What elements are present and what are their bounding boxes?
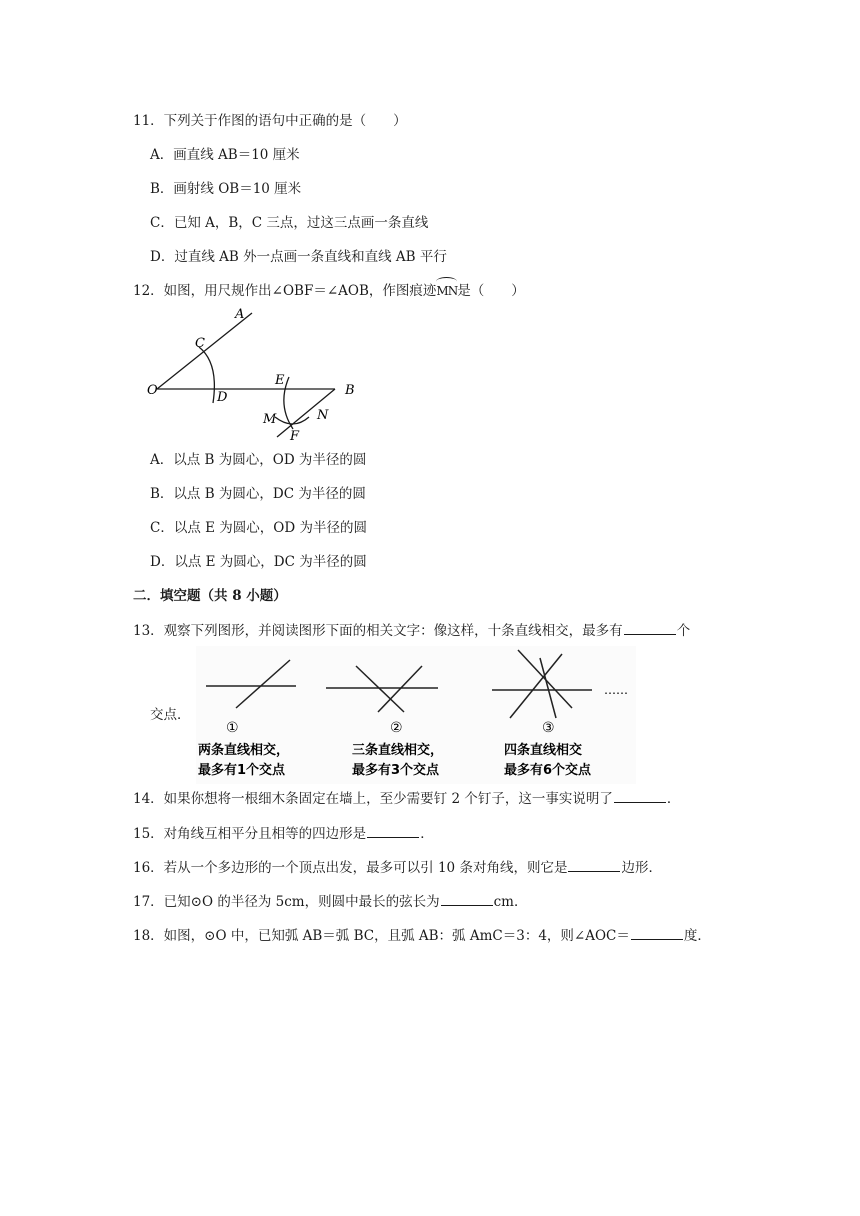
fig1-number: ① [226,720,239,736]
label-e: E [275,373,285,388]
q13-stem [133,621,690,640]
q14-stem [133,789,680,808]
q12-figure [147,305,362,445]
q13-stem-pre: 13．观察下列图形，并阅读图形下面的相关文字：像这样，十条直线相交，最多有 [133,623,623,639]
q16-stem-pre: 16．若从一个多边形的一个顶点出发，最多可以引 10 条对角线，则它是 [133,860,568,876]
q14-stem-pre: 14．如果你想将一根细木条固定在墙上，至少需要钉 2 个钉子，这一事实说明了 [133,791,613,807]
q16-answer-blank [568,858,620,872]
fig3-caption-line2: 最多有6个交点 [504,763,592,778]
q14-stem-post: ． [666,791,681,807]
label-d: D [217,390,228,405]
label-a: A [235,307,245,322]
fig1-caption-line1: 两条直线相交， [198,743,290,758]
q16-stem [133,858,662,877]
q12-stem-post: 是（ ） [457,283,525,299]
q18-stem-post: 度． [683,928,711,944]
q17-stem-pre: 17．已知⊙O 的半径为 5cm，则圆中最长的弦长为 [133,894,440,910]
label-f: F [290,429,300,444]
q15-answer-blank [367,824,419,838]
q13-figure [196,646,636,784]
q17-answer-blank [441,892,493,906]
fig3-caption-line1: 四条直线相交 [504,743,583,758]
q14-answer-blank [614,789,666,803]
q16-stem-post: 边形． [621,860,662,876]
q13-stem-post: 个 [676,623,691,639]
arc-mn [275,417,309,424]
q11-option-d: D．过直线 AB 外一点画一条直线和直线 AB 平行 [150,249,447,265]
label-n: N [317,408,329,423]
arc-mn-label: MN [436,284,458,298]
q11-option-b: B．画射线 OB＝10 厘米 [150,181,302,197]
q18-stem [133,926,711,945]
label-b: B [345,383,355,398]
q11-option-a: A．画直线 AB＝10 厘米 [150,147,300,163]
q17-stem [133,892,527,911]
fig2-caption-line1: 三条直线相交， [352,743,444,758]
ellipsis: …… [604,683,628,697]
q12-option-a: A．以点 B 为圆心，OD 为半径的圆 [150,452,367,468]
arc-ef [284,377,293,429]
q13-stem-continued: 交点． [150,707,191,723]
q12-option-b: B．以点 B 为圆心，DC 为半径的圆 [150,486,366,502]
q18-stem-pre: 18．如图，⊙O 中，已知弧 AB＝弧 BC，且弧 AB：弧 AmC＝3：4，则∠AOC＝ [133,928,630,944]
q12-stem [133,282,525,300]
label-c: C [195,336,205,351]
fig2-number: ② [390,720,403,736]
q17-stem-post: cm． [493,894,528,910]
fig1-caption-line2: 最多有1个交点 [198,763,286,778]
q15-stem-post: ． [420,826,434,842]
section-heading: 二．填空题（共 8 小题） [133,588,287,604]
ray-oa [157,313,252,389]
q15-stem-pre: 15．对角线互相平分且相等的四边形是 [133,826,367,842]
q12-option-d: D．以点 E 为圆心，DC 为半径的圆 [150,554,367,570]
fig3-number: ③ [542,720,555,736]
q13-answer-blank [624,621,676,635]
label-m: M [263,412,277,427]
fig2-caption-line2: 最多有3个交点 [352,763,440,778]
q11-stem: 11．下列关于作图的语句中正确的是（ ） [133,113,407,129]
q15-stem [133,824,434,843]
q11-option-c: C．已知 A，B，C 三点，过这三点画一条直线 [150,215,429,231]
label-o: O [147,383,158,398]
arc-cd [199,347,214,403]
q18-answer-blank [631,926,683,940]
q12-stem-pre: 12．如图，用尺规作出∠OBF＝∠AOB，作图痕迹 [133,283,437,299]
q12-option-c: C．以点 E 为圆心，OD 为半径的圆 [150,520,367,536]
